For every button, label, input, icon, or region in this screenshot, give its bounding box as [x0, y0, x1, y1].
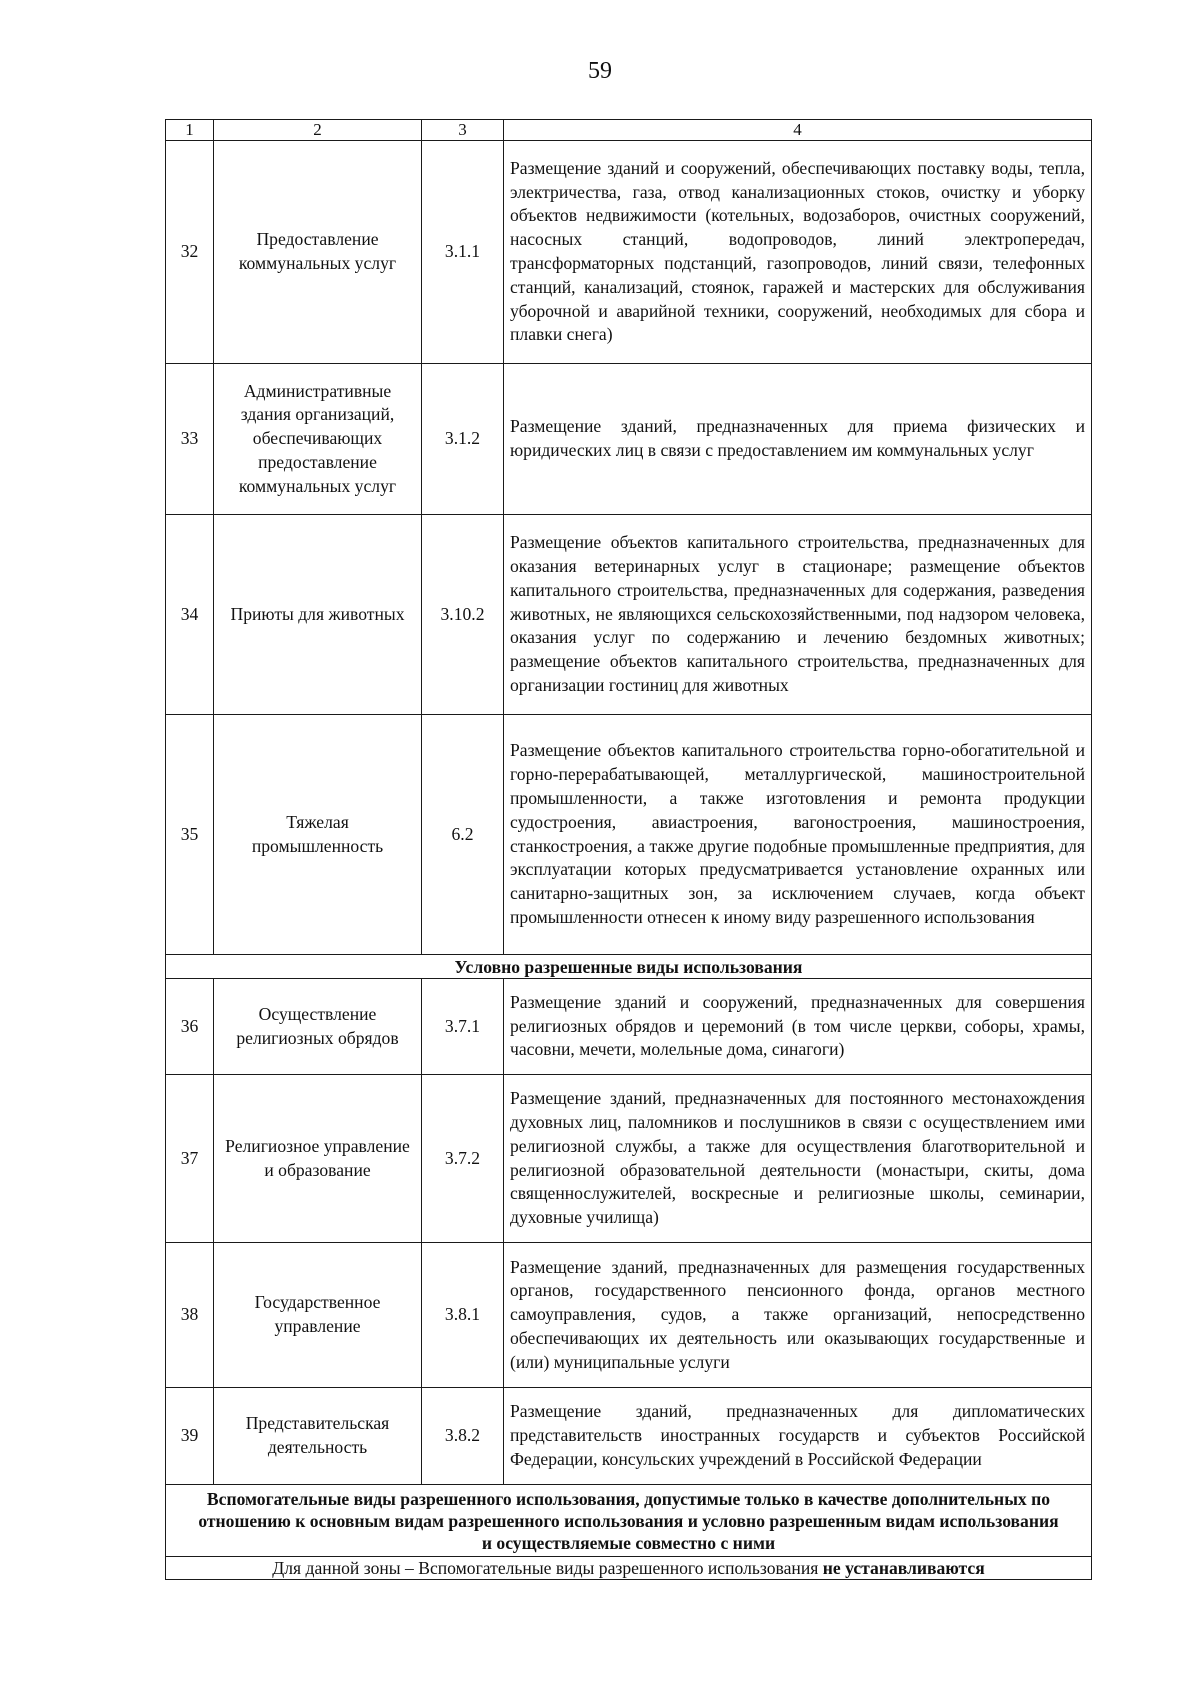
table-row — [166, 1243, 1092, 1388]
row-number: 39 — [166, 1388, 214, 1485]
table-row — [166, 979, 1092, 1075]
section-title-auxiliary: Вспомогательные виды разрешенного использования, допустимые только в качестве дополнительных по отношению к основным видам разрешенного использования и условно разрешенным видам использования и осуществляемые совместно с ними — [166, 1485, 1092, 1557]
use-type-code: 3.7.1 — [422, 979, 504, 1075]
use-type-code: 3.10.2 — [422, 515, 504, 715]
use-type-code: 3.1.2 — [422, 364, 504, 515]
table-row — [166, 1388, 1092, 1485]
land-use-table — [165, 119, 1092, 1580]
table-row — [166, 141, 1092, 364]
use-type-name: Представительская деятельность — [214, 1388, 422, 1485]
use-type-name: Государственное управление — [214, 1243, 422, 1388]
section-row-auxiliary — [166, 1485, 1092, 1557]
column-header-name: 2 — [214, 120, 422, 141]
table-row — [166, 364, 1092, 515]
use-type-name: Религиозное управление и образование — [214, 1075, 422, 1243]
use-type-description: Размещение объектов капитального строительства горно-обогатительной и горно-перерабатывающей, металлургической, машиностроительной промышленности, а также изготовления и ремонта продукции судостроения, авиастроения, вагоностроения, машиностроения, станкостроения, а также другие подобные промышленные предприятия, для эксплуатации которых предусматривается установление охранных или санитарно-защитных зон, за исключением случаев, когда объект промышленности отнесен к иному виду разрешенного использования — [504, 715, 1092, 955]
use-type-code: 3.8.2 — [422, 1388, 504, 1485]
column-header-description: 4 — [504, 120, 1092, 141]
use-type-code: 3.7.2 — [422, 1075, 504, 1243]
column-header-code: 3 — [422, 120, 504, 141]
use-type-code: 3.1.1 — [422, 141, 504, 364]
table-header-row — [166, 120, 1092, 141]
row-number: 37 — [166, 1075, 214, 1243]
use-type-description: Размещение объектов капитального строительства, предназначенных для оказания ветеринарных услуг в стационаре; размещение объектов капитального строительства, предназначенных для содержания, разведения животных, не являющихся сельскохозяйственными, под надзором человека, оказания услуг по содержанию и лечению бездомных животных; размещение объектов капитального строительства, предназначенных для организации гостиниц для животных — [504, 515, 1092, 715]
use-type-description: Размещение зданий, предназначенных для постоянного местонахождения духовных лиц, паломников и послушников в связи с осуществлением ими религиозной службы, а также для осуществления благотворительной и религиозной образовательной деятельности (монастыри, скиты, дома священнослужителей, воскресные и религиозные школы, семинарии, духовные училища) — [504, 1075, 1092, 1243]
row-number: 35 — [166, 715, 214, 955]
column-header-number: 1 — [166, 120, 214, 141]
use-type-description: Размещение зданий и сооружений, предназначенных для совершения религиозных обрядов и церемоний (в том числе церкви, соборы, храмы, часовни, мечети, молельные дома, синагоги) — [504, 979, 1092, 1075]
table-row — [166, 1075, 1092, 1243]
use-type-code: 6.2 — [422, 715, 504, 955]
row-number: 33 — [166, 364, 214, 515]
row-number: 32 — [166, 141, 214, 364]
use-type-description: Размещение зданий, предназначенных для размещения государственных органов, государственного пенсионного фонда, органов местного самоуправления, судов, а также организаций, непосредственно обеспечивающих их деятельность или оказывающих государственные и (или) муниципальные услуги — [504, 1243, 1092, 1388]
row-number: 34 — [166, 515, 214, 715]
footer-note-prefix: Для данной зоны – Вспомогательные виды разрешенного использования — [272, 1558, 823, 1578]
use-type-name: Административные здания организаций, обеспечивающих предоставление коммунальных услуг — [214, 364, 422, 515]
use-type-name: Тяжелая промышленность — [214, 715, 422, 955]
footer-note-emphasis: не устанавливаются — [822, 1558, 985, 1578]
use-type-name: Приюты для животных — [214, 515, 422, 715]
use-type-name: Предоставление коммунальных услуг — [214, 141, 422, 364]
use-type-name: Осуществление религиозных обрядов — [214, 979, 422, 1075]
table-row — [166, 715, 1092, 955]
table-row — [166, 515, 1092, 715]
section-row-conditional — [166, 955, 1092, 979]
row-number: 36 — [166, 979, 214, 1075]
use-type-description: Размещение зданий, предназначенных для дипломатических представительств иностранных государств и субъектов Российской Федерации, консульских учреждений в Российской Федерации — [504, 1388, 1092, 1485]
page-number: 59 — [588, 58, 612, 84]
use-type-code: 3.8.1 — [422, 1243, 504, 1388]
use-type-description: Размещение зданий, предназначенных для приема физических и юридических лиц в связи с предоставлением им коммунальных услуг — [504, 364, 1092, 515]
section-title-conditional: Условно разрешенные виды использования — [166, 955, 1092, 979]
footer-row — [166, 1557, 1092, 1580]
footer-note — [166, 1557, 1092, 1580]
row-number: 38 — [166, 1243, 214, 1388]
use-type-description: Размещение зданий и сооружений, обеспечивающих поставку воды, тепла, электричества, газа, отвод канализационных стоков, очистку и уборку объектов недвижимости (котельных, водозаборов, очистных сооружений, насосных станций, водопроводов, линий электропередач, трансформаторных подстанций, газопроводов, линий связи, телефонных станций, канализаций, стоянок, гаражей и мастерских для обслуживания уборочной и аварийной техники, сооружений, необходимых для сбора и плавки снега) — [504, 141, 1092, 364]
